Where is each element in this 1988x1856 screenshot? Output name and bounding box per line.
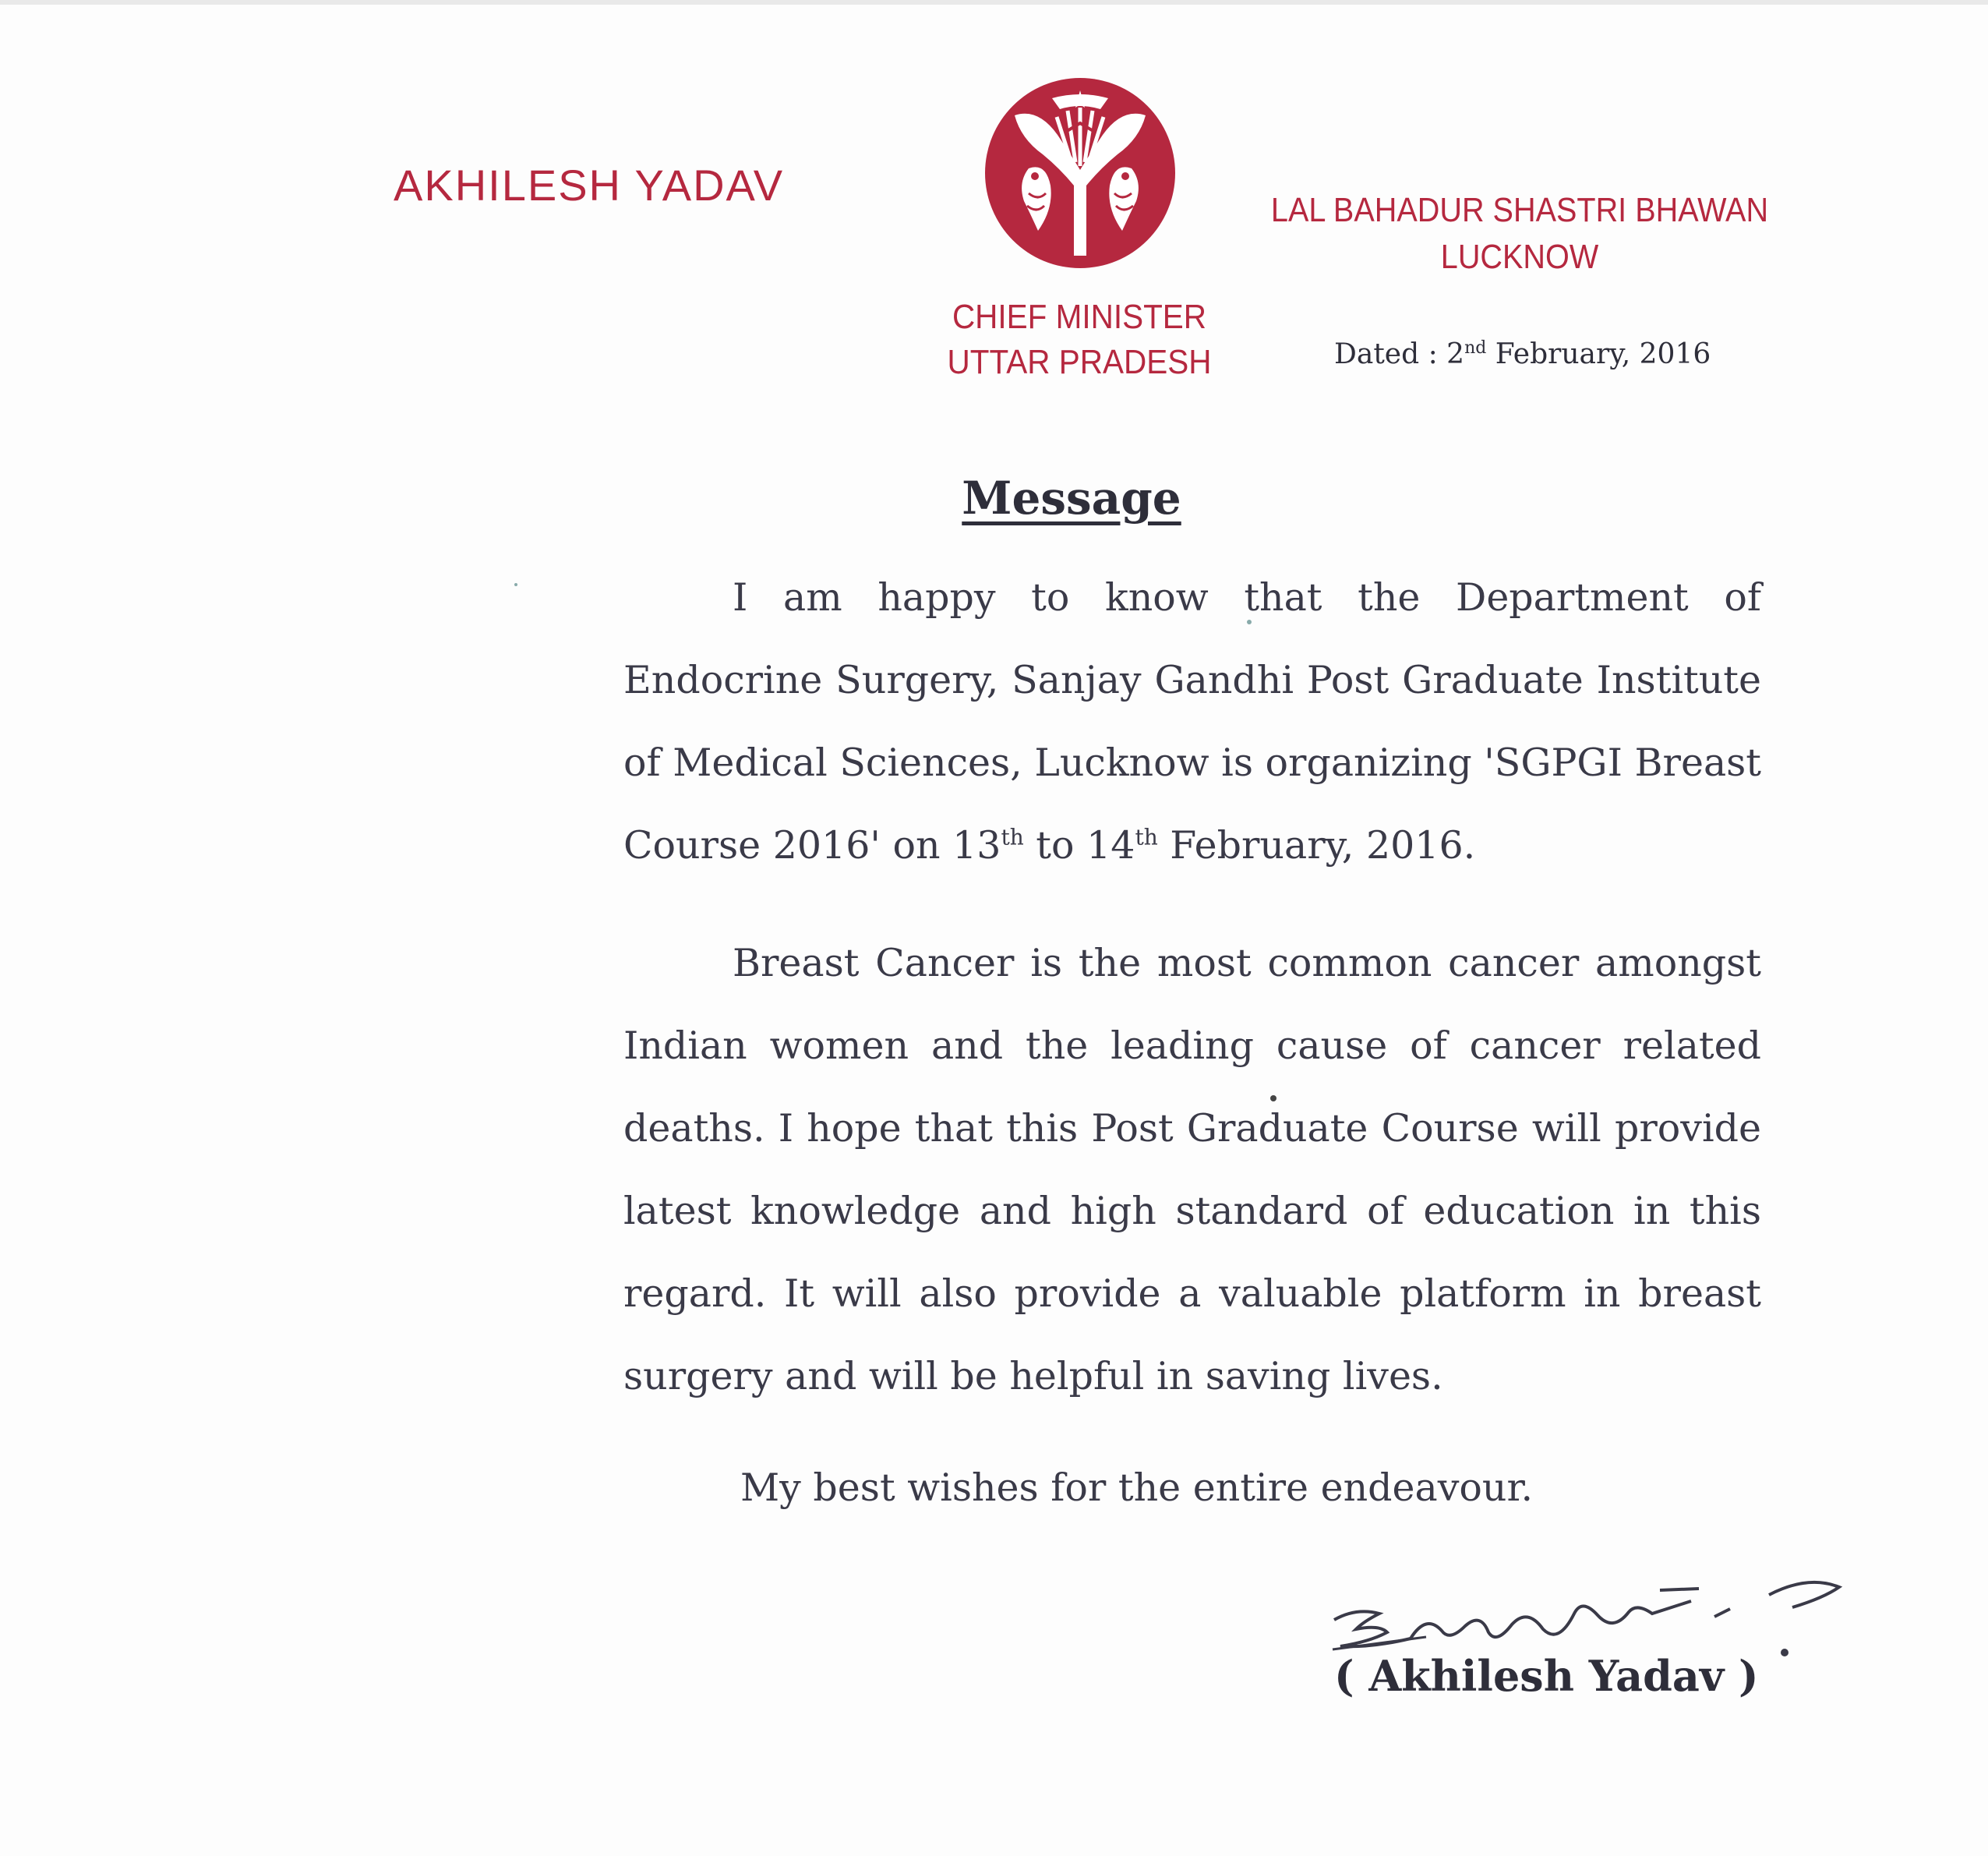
message-paragraph-3: My best wishes for the entire endeavour. (740, 1465, 1534, 1510)
office-address (1260, 187, 1779, 281)
address-line-2: LUCKNOW (1440, 238, 1599, 276)
para1-text-c: February, 2016. (1157, 823, 1476, 868)
para1-sup-1: th (1001, 824, 1024, 850)
signatory-name: ( Akhilesh Yadav ) (1334, 1651, 1759, 1701)
letterhead-name: AKHILESH YADAV (394, 161, 785, 210)
para1-text-a: I am happy to know that the Department of Endocrine Surgery, Sanjay Gandhi Post Graduate Institute of Medical Sciences, Lucknow is organizing 'SGPGI Breast Course 2016' on 13 (623, 575, 1761, 868)
date-prefix: Dated : 2 (1334, 338, 1465, 370)
office-line-2: UTTAR PRADESH (947, 343, 1212, 381)
message-paragraph-1 (623, 557, 1761, 887)
office-title (889, 295, 1269, 385)
para1-sup-2: th (1135, 824, 1158, 850)
date-rest: February, 2016 (1486, 338, 1711, 370)
scan-speck (1247, 620, 1252, 624)
scan-speck (514, 583, 517, 586)
message-paragraph-2 (623, 922, 1761, 1418)
para1-text-b: to 14 (1023, 823, 1135, 868)
message-title: Message (962, 472, 1181, 525)
uttar-pradesh-emblem-icon (983, 76, 1177, 270)
para2-text: Breast Cancer is the most common cancer amongst Indian women and the leading cause of cancer related deaths. I hope that this Post Graduate Course will provide latest knowledge and high standard of education in this regard. It will also provide a valuable platform in breast surgery and will be helpful in saving lives. (623, 941, 1761, 1398)
letter-date (1334, 338, 1711, 370)
address-line-1: LAL BAHADUR SHASTRI BHAWAN (1270, 191, 1769, 229)
office-line-1: CHIEF MINISTER (952, 298, 1207, 336)
scan-speck (1270, 1095, 1276, 1101)
scan-edge (0, 0, 1988, 5)
date-ordinal: nd (1464, 338, 1487, 358)
